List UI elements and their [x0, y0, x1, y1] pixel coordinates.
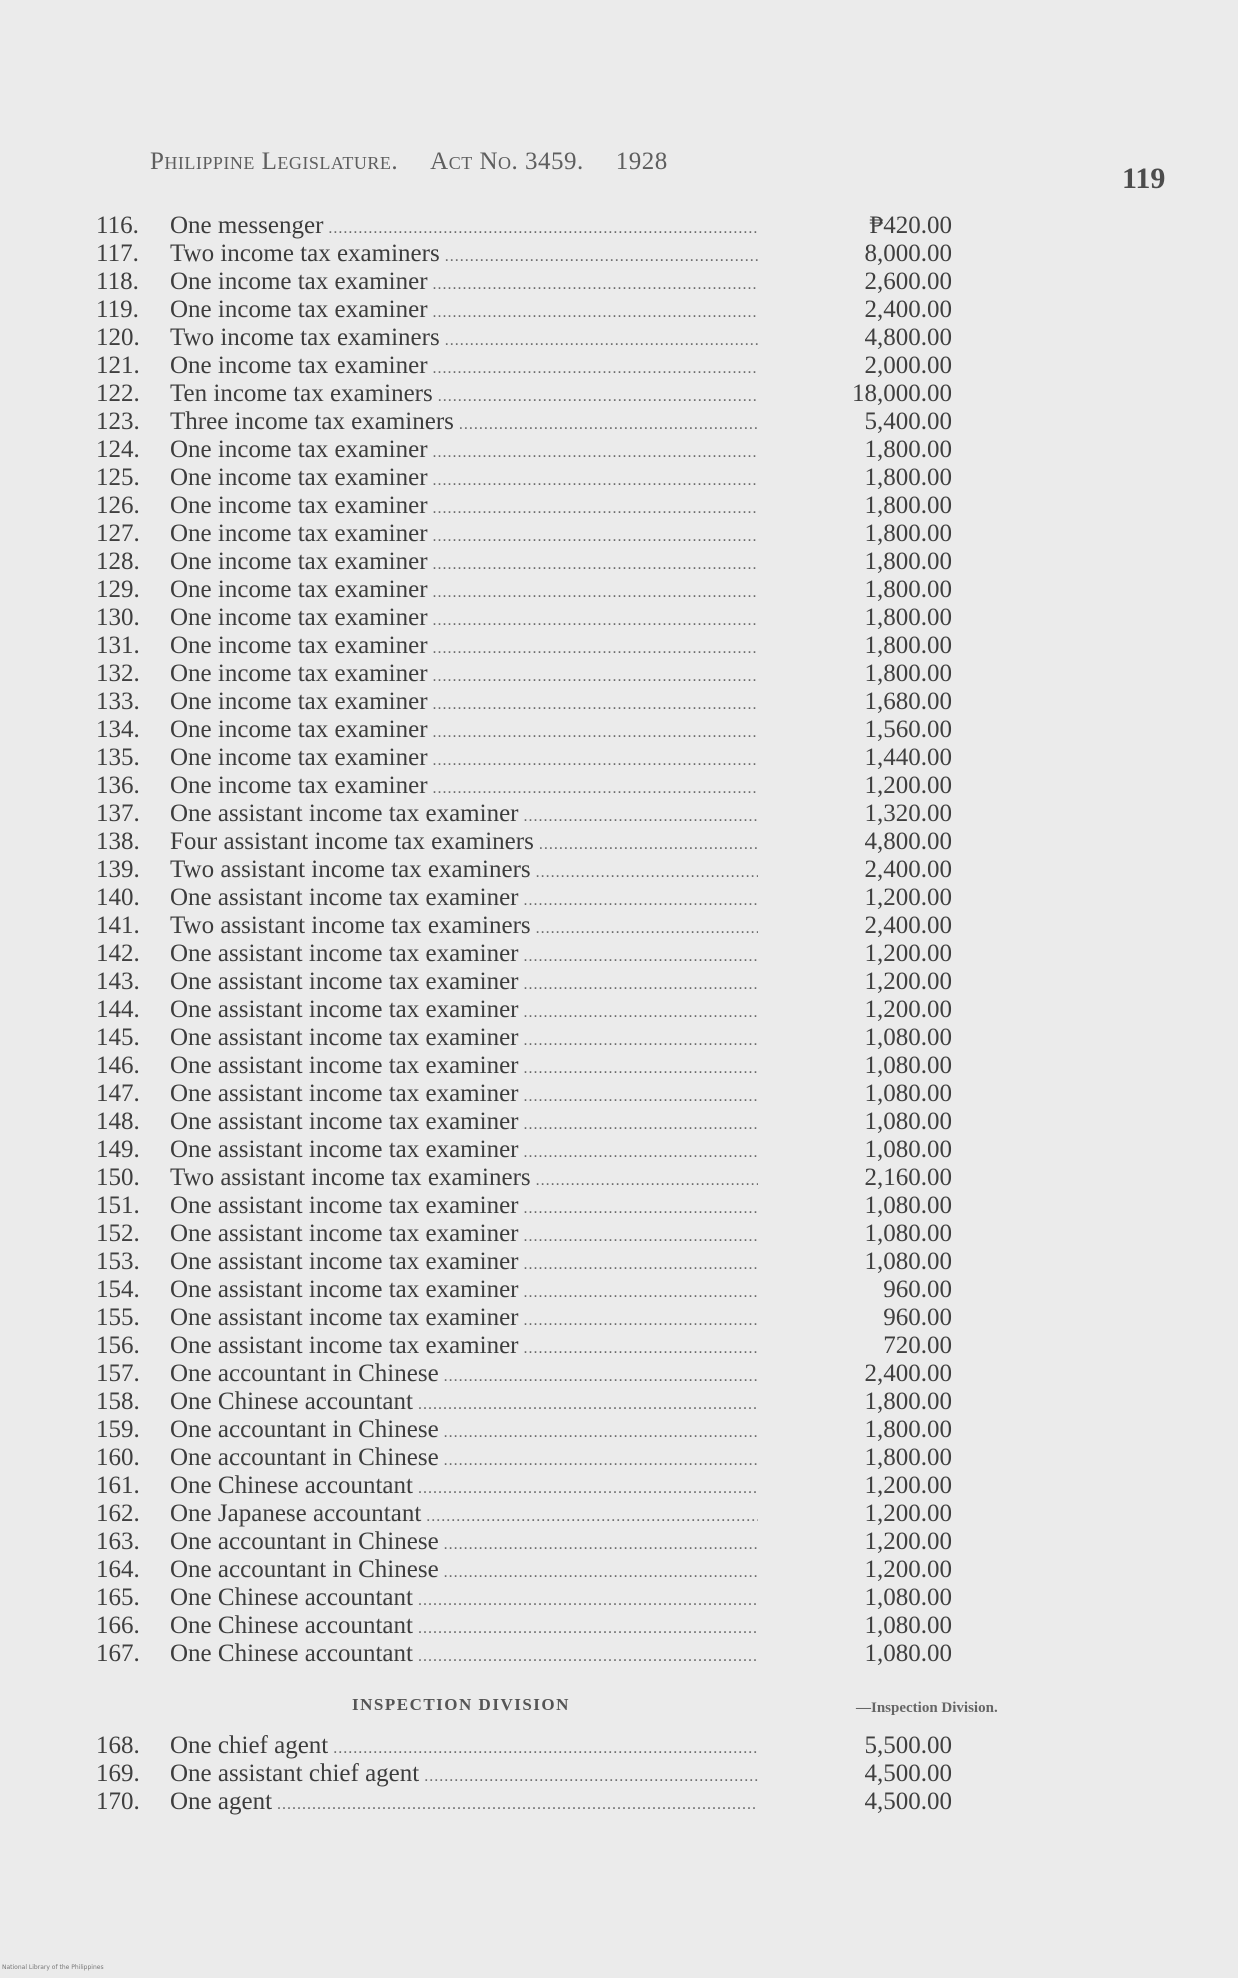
item-number: 131. [96, 632, 140, 659]
item-number: 150. [96, 1164, 140, 1191]
item-description: One agent ..... [170, 1788, 758, 1819]
item-description: One income tax examiner ..... [170, 632, 758, 663]
item-amount: 4,800.00 [864, 324, 952, 351]
digitization-credit: National Library of the Philippines [2, 1964, 104, 1971]
item-number: 149. [96, 1136, 140, 1163]
list-item [96, 464, 952, 492]
list-item [96, 1528, 952, 1556]
item-description: One Chinese accountant ..... [170, 1640, 758, 1671]
item-description: Two assistant income tax examiners ..... [170, 1164, 758, 1195]
item-amount: 1,800.00 [864, 576, 952, 603]
list-item [96, 968, 952, 996]
list-item [96, 1164, 952, 1192]
item-description: One income tax examiner ..... [170, 548, 758, 579]
item-amount: 1,080.00 [864, 1052, 952, 1079]
list-item [96, 800, 952, 828]
item-number: 135. [96, 744, 140, 771]
item-amount: 1,560.00 [864, 716, 952, 743]
item-amount: 1,080.00 [864, 1584, 952, 1611]
item-description: One income tax examiner ..... [170, 716, 758, 747]
item-number: 124. [96, 436, 140, 463]
item-description: One accountant in Chinese ..... [170, 1444, 758, 1475]
item-number: 130. [96, 604, 140, 631]
item-amount: 1,200.00 [864, 884, 952, 911]
list-item [96, 856, 952, 884]
list-item [96, 716, 952, 744]
item-amount: 1,800.00 [864, 1444, 952, 1471]
list-item [96, 1640, 952, 1668]
item-amount: 1,800.00 [864, 1416, 952, 1443]
item-description: One assistant income tax examiner ..... [170, 1192, 758, 1223]
item-amount: 1,800.00 [864, 548, 952, 575]
item-description: One income tax examiner ..... [170, 268, 758, 299]
list-item [96, 380, 952, 408]
item-amount: 1,080.00 [864, 1024, 952, 1051]
item-number: 127. [96, 520, 140, 547]
item-description: Three income tax examiners ..... [170, 408, 758, 439]
item-description: One income tax examiner ..... [170, 464, 758, 495]
list-item [96, 1192, 952, 1220]
item-number: 168. [96, 1732, 140, 1759]
list-item [96, 772, 952, 800]
item-amount: 1,080.00 [864, 1220, 952, 1247]
item-description: One income tax examiner ..... [170, 296, 758, 327]
list-item [96, 632, 952, 660]
item-number: 132. [96, 660, 140, 687]
item-description: One Chinese accountant ..... [170, 1612, 758, 1643]
item-amount: 1,080.00 [864, 1640, 952, 1667]
item-description: One chief agent ..... [170, 1732, 758, 1763]
item-amount: ₱420.00 [869, 212, 952, 239]
item-amount: 8,000.00 [864, 240, 952, 267]
item-amount: 5,400.00 [864, 408, 952, 435]
item-description: One Japanese accountant ..... [170, 1500, 758, 1531]
item-number: 170. [96, 1788, 140, 1815]
item-number: 166. [96, 1612, 140, 1639]
list-item [96, 1276, 952, 1304]
item-number: 141. [96, 912, 140, 939]
header-year: 1928 [615, 148, 668, 175]
list-item [96, 1304, 952, 1332]
item-description: One Chinese accountant ..... [170, 1472, 758, 1503]
item-amount: 2,600.00 [864, 268, 952, 295]
item-amount: 960.00 [883, 1304, 952, 1331]
item-number: 154. [96, 1276, 140, 1303]
item-number: 157. [96, 1360, 140, 1387]
running-header [150, 148, 668, 176]
item-amount: 1,080.00 [864, 1248, 952, 1275]
list-item [96, 1444, 952, 1472]
item-description: One income tax examiner ..... [170, 660, 758, 691]
item-amount: 2,400.00 [864, 296, 952, 323]
item-amount: 1,800.00 [864, 492, 952, 519]
item-description: One assistant chief agent ..... [170, 1760, 758, 1791]
list-item [96, 436, 952, 464]
item-description: Ten income tax examiners ..... [170, 380, 758, 411]
list-item [96, 660, 952, 688]
item-description: One income tax examiner ..... [170, 576, 758, 607]
item-amount: 4,500.00 [864, 1788, 952, 1815]
item-number: 116. [96, 212, 139, 239]
list-item [96, 940, 952, 968]
item-number: 122. [96, 380, 140, 407]
list-item [96, 828, 952, 856]
item-description: One assistant income tax examiner ..... [170, 1024, 758, 1055]
list-item [96, 912, 952, 940]
item-number: 151. [96, 1192, 140, 1219]
list-item [96, 996, 952, 1024]
list-item [96, 352, 952, 380]
item-amount: 1,080.00 [864, 1108, 952, 1135]
item-amount: 1,080.00 [864, 1612, 952, 1639]
item-amount: 2,160.00 [864, 1164, 952, 1191]
item-amount: 1,200.00 [864, 1528, 952, 1555]
item-number: 148. [96, 1108, 140, 1135]
item-description: One assistant income tax examiner ..... [170, 1220, 758, 1251]
item-amount: 2,400.00 [864, 856, 952, 883]
item-number: 138. [96, 828, 140, 855]
item-amount: 18,000.00 [852, 380, 952, 407]
list-item [96, 1360, 952, 1388]
item-amount: 720.00 [883, 1332, 952, 1359]
item-description: One accountant in Chinese ..... [170, 1416, 758, 1447]
item-amount: 1,200.00 [864, 1500, 952, 1527]
item-number: 134. [96, 716, 140, 743]
list-item [96, 688, 952, 716]
item-description: One assistant income tax examiner ..... [170, 1276, 758, 1307]
list-item [96, 492, 952, 520]
section-heading-inspection: INSPECTION DIVISION [352, 1695, 570, 1714]
list-item [96, 268, 952, 296]
item-description: One assistant income tax examiner ..... [170, 1304, 758, 1335]
item-description: Two assistant income tax examiners ..... [170, 856, 758, 887]
item-description: One assistant income tax examiner ..... [170, 1052, 758, 1083]
list-item [96, 1612, 952, 1640]
item-number: 144. [96, 996, 140, 1023]
item-description: One assistant income tax examiner ..... [170, 940, 758, 971]
item-number: 167. [96, 1640, 140, 1667]
item-number: 147. [96, 1080, 140, 1107]
item-number: 128. [96, 548, 140, 575]
item-number: 169. [96, 1760, 140, 1787]
item-description: One assistant income tax examiner ..... [170, 996, 758, 1027]
list-item [96, 1556, 952, 1584]
item-description: One income tax examiner ..... [170, 604, 758, 635]
item-amount: 960.00 [883, 1276, 952, 1303]
item-number: 123. [96, 408, 140, 435]
item-amount: 5,500.00 [864, 1732, 952, 1759]
item-number: 156. [96, 1332, 140, 1359]
item-amount: 1,080.00 [864, 1080, 952, 1107]
list-item [96, 604, 952, 632]
item-description: One assistant income tax examiner ..... [170, 1108, 758, 1139]
item-number: 146. [96, 1052, 140, 1079]
item-number: 158. [96, 1388, 140, 1415]
list-item [96, 1500, 952, 1528]
item-description: One income tax examiner ..... [170, 772, 758, 803]
item-number: 153. [96, 1248, 140, 1275]
item-description: One assistant income tax examiner ..... [170, 1248, 758, 1279]
item-description: One assistant income tax examiner ..... [170, 884, 758, 915]
item-number: 161. [96, 1472, 140, 1499]
item-description: One income tax examiner ..... [170, 520, 758, 551]
item-description: Two assistant income tax examiners ..... [170, 912, 758, 943]
item-amount: 1,200.00 [864, 968, 952, 995]
item-amount: 1,440.00 [864, 744, 952, 771]
item-number: 165. [96, 1584, 140, 1611]
list-item [96, 744, 952, 772]
item-number: 163. [96, 1528, 140, 1555]
item-amount: 1,200.00 [864, 996, 952, 1023]
item-description: One accountant in Chinese ..... [170, 1556, 758, 1587]
list-item [96, 884, 952, 912]
list-item [96, 1248, 952, 1276]
item-number: 145. [96, 1024, 140, 1051]
item-amount: 1,320.00 [864, 800, 952, 827]
item-description: One income tax examiner ..... [170, 436, 758, 467]
list-item [96, 520, 952, 548]
item-amount: 1,080.00 [864, 1192, 952, 1219]
list-item [96, 548, 952, 576]
item-number: 117. [96, 240, 139, 267]
item-number: 121. [96, 352, 140, 379]
item-number: 143. [96, 968, 140, 995]
list-item [96, 576, 952, 604]
list-item [96, 324, 952, 352]
item-description: One income tax examiner ..... [170, 492, 758, 523]
item-number: 164. [96, 1556, 140, 1583]
item-amount: 1,200.00 [864, 1556, 952, 1583]
item-description: One accountant in Chinese ..... [170, 1360, 758, 1391]
list-item [96, 1760, 952, 1788]
item-amount: 1,800.00 [864, 1388, 952, 1415]
item-description: One Chinese accountant ..... [170, 1388, 758, 1419]
item-amount: 1,800.00 [864, 436, 952, 463]
item-number: 119. [96, 296, 139, 323]
item-description: One Chinese accountant ..... [170, 1584, 758, 1615]
item-description: Two income tax examiners ..... [170, 240, 758, 271]
item-amount: 1,800.00 [864, 520, 952, 547]
appropriation-list [96, 212, 952, 1668]
item-amount: 1,200.00 [864, 772, 952, 799]
item-description: One assistant income tax examiner ..... [170, 968, 758, 999]
header-title: Philippine Legislature. [150, 148, 399, 175]
list-item [96, 1472, 952, 1500]
item-amount: 1,200.00 [864, 940, 952, 967]
item-number: 162. [96, 1500, 140, 1527]
list-item [96, 1416, 952, 1444]
item-amount: 2,400.00 [864, 912, 952, 939]
item-description: One assistant income tax examiner ..... [170, 1080, 758, 1111]
item-number: 152. [96, 1220, 140, 1247]
list-item [96, 1332, 952, 1360]
item-amount: 1,080.00 [864, 1136, 952, 1163]
list-item [96, 240, 952, 268]
list-item [96, 296, 952, 324]
item-description: One income tax examiner ..... [170, 744, 758, 775]
item-number: 126. [96, 492, 140, 519]
header-act: Act No. 3459. [430, 148, 584, 175]
inspection-division-list [96, 1732, 952, 1816]
list-item [96, 1024, 952, 1052]
item-number: 142. [96, 940, 140, 967]
list-item [96, 1388, 952, 1416]
item-amount: 2,400.00 [864, 1360, 952, 1387]
item-description: One income tax examiner ..... [170, 352, 758, 383]
item-number: 137. [96, 800, 140, 827]
item-description: One messenger ..... [170, 212, 758, 243]
item-number: 160. [96, 1444, 140, 1471]
item-number: 129. [96, 576, 140, 603]
item-number: 155. [96, 1304, 140, 1331]
item-description: Two income tax examiners ..... [170, 324, 758, 355]
margin-note: —Inspection Division. [856, 1700, 998, 1716]
item-amount: 1,200.00 [864, 1472, 952, 1499]
item-amount: 2,000.00 [864, 352, 952, 379]
item-amount: 1,800.00 [864, 660, 952, 687]
page-number: 119 [1122, 162, 1166, 195]
item-amount: 1,680.00 [864, 688, 952, 715]
list-item [96, 1220, 952, 1248]
item-description: Four assistant income tax examiners ..... [170, 828, 758, 859]
list-item [96, 408, 952, 436]
list-item [96, 1788, 952, 1816]
item-number: 133. [96, 688, 140, 715]
list-item [96, 1052, 952, 1080]
list-item [96, 1732, 952, 1760]
item-number: 118. [96, 268, 139, 295]
item-description: One assistant income tax examiner ..... [170, 1136, 758, 1167]
list-item [96, 212, 952, 240]
list-item [96, 1108, 952, 1136]
item-amount: 1,800.00 [864, 604, 952, 631]
item-amount: 1,800.00 [864, 632, 952, 659]
item-number: 159. [96, 1416, 140, 1443]
item-description: One assistant income tax examiner ..... [170, 800, 758, 831]
item-description: One income tax examiner ..... [170, 688, 758, 719]
list-item [96, 1136, 952, 1164]
item-amount: 4,800.00 [864, 828, 952, 855]
item-number: 136. [96, 772, 140, 799]
item-description: One assistant income tax examiner ..... [170, 1332, 758, 1363]
list-item [96, 1584, 952, 1612]
item-number: 140. [96, 884, 140, 911]
item-number: 120. [96, 324, 140, 351]
list-item [96, 1080, 952, 1108]
item-description: One accountant in Chinese ..... [170, 1528, 758, 1559]
item-number: 125. [96, 464, 140, 491]
item-number: 139. [96, 856, 140, 883]
item-amount: 1,800.00 [864, 464, 952, 491]
item-amount: 4,500.00 [864, 1760, 952, 1787]
